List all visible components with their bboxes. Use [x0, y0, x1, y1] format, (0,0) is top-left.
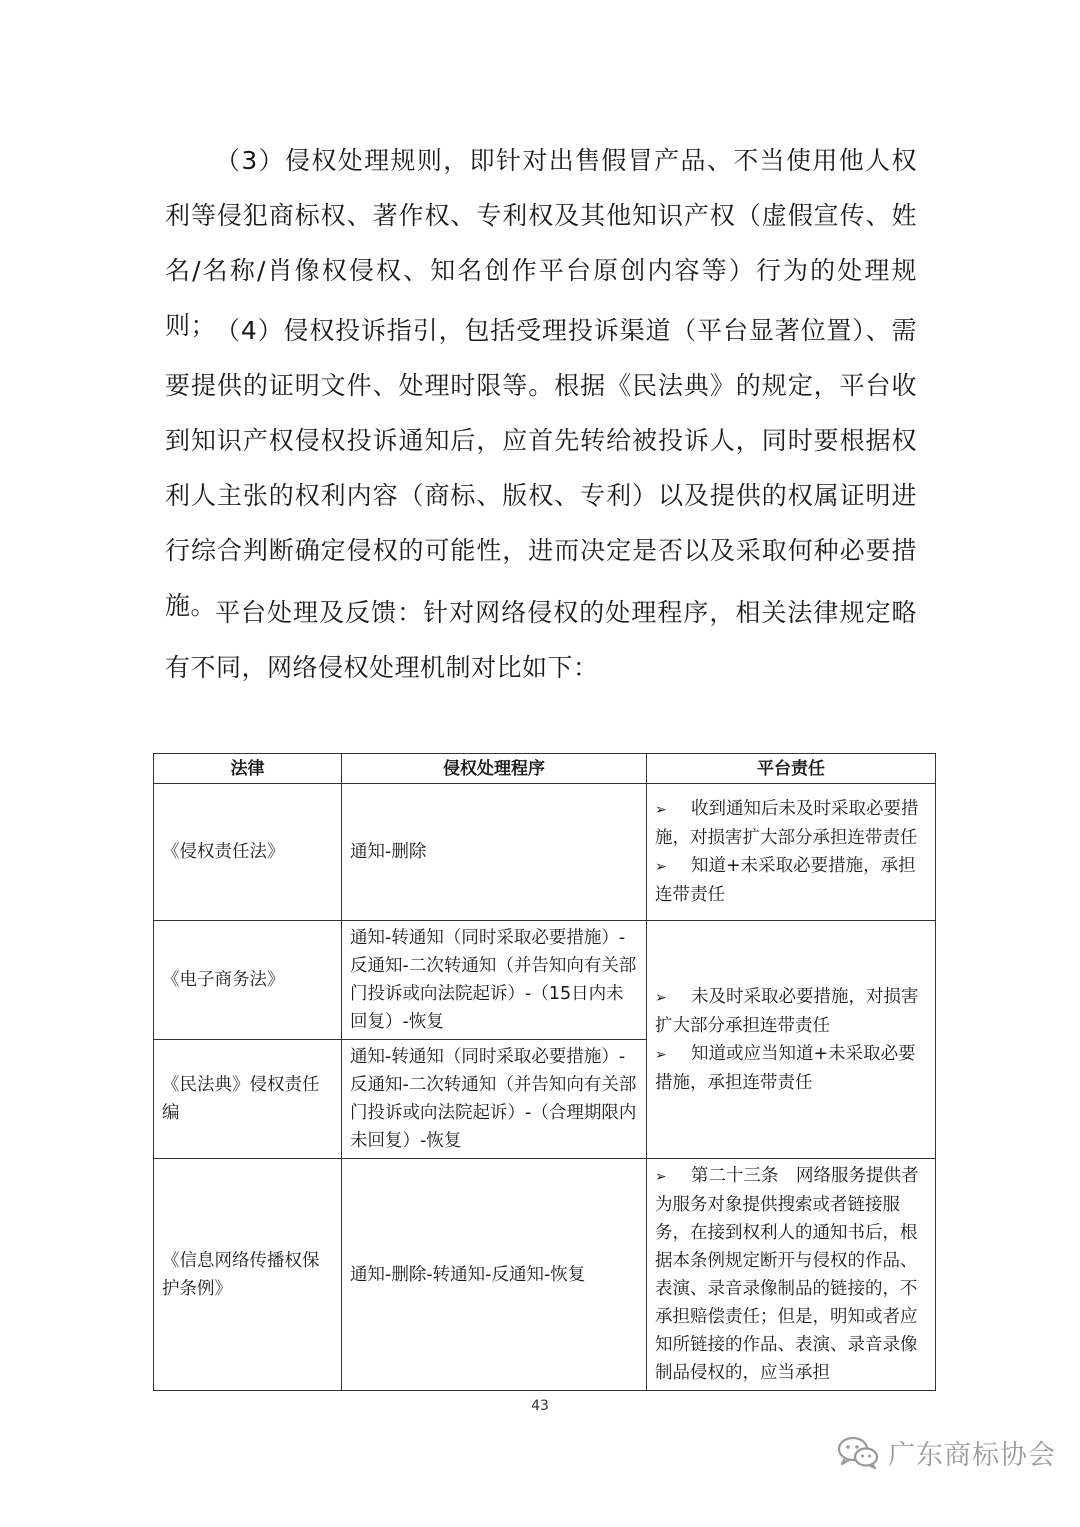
responsibility-item: ➢ 知道或应当知道+未采取必要措施，承担连带责任 [655, 1040, 927, 1097]
table-row [154, 784, 936, 921]
header-procedure: 侵权处理程序 [342, 754, 647, 784]
responsibility-cell-shared [647, 921, 936, 1159]
responsibility-item: ➢ 知道+未采取必要措施，承担连带责任 [655, 852, 927, 909]
law-cell: 《侵权责任法》 [154, 784, 342, 921]
responsibility-item: ➢ 收到通知后未及时采取必要措施，对损害扩大部分承担连带责任 [655, 795, 927, 852]
arrow-bullet-icon: ➢ [655, 859, 667, 875]
wechat-icon [836, 1434, 880, 1470]
arrow-bullet-icon: ➢ [655, 802, 667, 818]
watermark-text: 广东商标协会 [888, 1439, 1056, 1471]
responsibility-item: ➢ 未及时采取必要措施，对损害扩大部分承担连带责任 [655, 983, 927, 1040]
arrow-bullet-icon: ➢ [655, 1169, 667, 1185]
responsibility-item: ➢ 第二十三条 网络服务提供者为服务对象提供搜索或者链接服务，在接到权利人的通知书后，根据本条例规定断开与侵权的作品、表演、录音录像制品的链接的，不承担赔偿责任；但是，明知或者应知所链接的作品、表演、录音录像制品侵权的，应当承担 [655, 1162, 927, 1387]
table-row [154, 1159, 936, 1391]
procedure-cell: 通知-转通知（同时采取必要措施）-反通知-二次转通知（并告知向有关部门投诉或向法院起诉）-（15日内未回复）-恢复 [342, 921, 647, 1040]
law-cell: 《信息网络传播权保护条例》 [154, 1159, 342, 1391]
arrow-bullet-icon: ➢ [655, 1046, 667, 1063]
paragraph-platform-handling: 平台处理及反馈：针对网络侵权的处理程序，相关法律规定略有不同，网络侵权处理机制对比如下： [165, 598, 917, 682]
arrow-bullet-icon: ➢ [655, 989, 667, 1006]
header-law: 法律 [154, 754, 342, 784]
law-cell: 《民法典》侵权责任编 [154, 1040, 342, 1159]
watermark [836, 1430, 1056, 1474]
responsibility-cell [647, 1159, 936, 1391]
law-cell: 《电子商务法》 [154, 921, 342, 1040]
table-row [154, 921, 936, 1040]
procedure-cell: 通知-删除-转通知-反通知-恢复 [342, 1159, 647, 1391]
header-responsibility: 平台责任 [647, 754, 936, 784]
paragraph-complaint-guidance: （4）侵权投诉指引，包括受理投诉渠道（平台显著位置）、需要提供的证明文件、处理时限等。根据《民法典》的规定，平台收到知识产权侵权投诉通知后，应首先转给被投诉人，同时要根据权利人主张的权利内容（商标、版权、专利）以及提供的权属证明进行综合判断确定侵权的可能性，进而决定是否以及采取何种必要措施。 [165, 316, 917, 620]
responsibility-cell [647, 784, 936, 921]
paragraph-infringement-rules: （3）侵权处理规则，即针对出售假冒产品、不当使用他人权利等侵犯商标权、著作权、专利权及其他知识产权（虚假宣传、姓名/名称/肖像权侵权、知名创作平台原创内容等）行为的处理规则； [165, 146, 917, 340]
page-number: 43 [531, 1398, 549, 1414]
table-header-row [154, 754, 936, 784]
comparison-table [153, 753, 936, 1391]
procedure-cell: 通知-转通知（同时采取必要措施）-反通知-二次转通知（并告知向有关部门投诉或向法院起诉）-（合理期限内未回复）-恢复 [342, 1040, 647, 1159]
procedure-cell: 通知-删除 [342, 784, 647, 921]
